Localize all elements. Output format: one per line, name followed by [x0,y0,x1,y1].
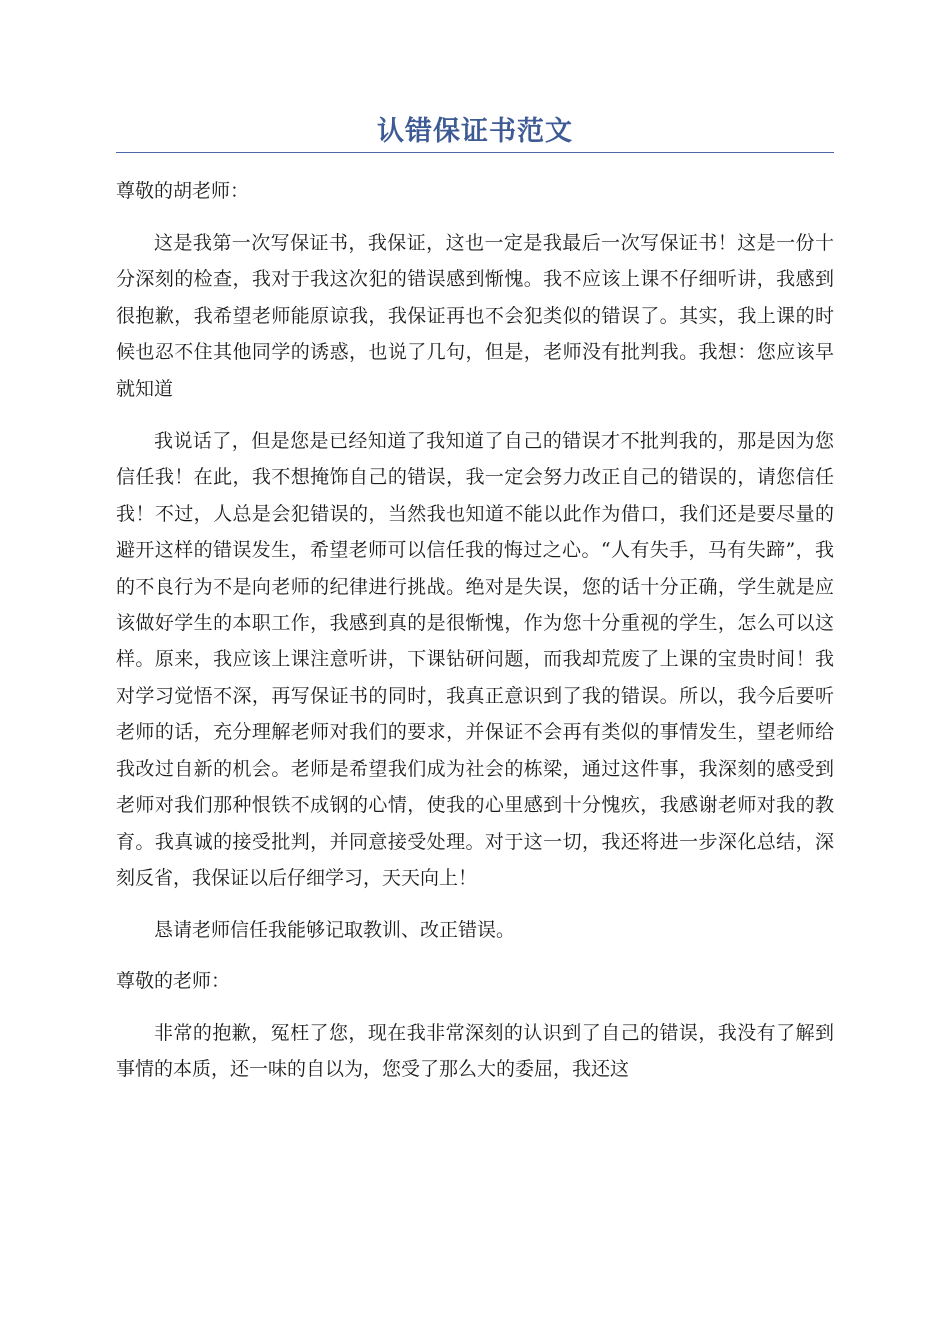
body-paragraph-2: 我说话了，但是您是已经知道了我知道了自己的错误才不批判我的，那是因为您信任我！在此，我不想掩饰自己的错误，我一定会努力改正自己的错误的，请您信任我！不过，人总是会犯错误的，当然我也知道不能以此作为借口，我们还是要尽量的避开这样的错误发生，希望老师可以信任我的悔过之心。“人有失手，马有失蹄”，我的不良行为不是向老师的纪律进行挑战。绝对是失误，您的话十分正确，学生就是应该做好学生的本职工作，我感到真的是很惭愧，作为您十分重视的学生，怎么可以这样。原来，我应该上课注意听讲，下课钻研问题，而我却荒废了上课的宝贵时间！我对学习觉悟不深，再写保证书的同时，我真正意识到了我的错误。所以，我今后要听老师的话，充分理解老师对我们的要求，并保证不会再有类似的事情发生，望老师给我改过自新的机会。老师是希望我们成为社会的栋梁，通过这件事，我深刻的感受到老师对我们那种恨铁不成钢的心情，使我的心里感到十分愧疚，我感谢老师对我的教育。我真诚的接受批判，并同意接受处理。对于这一切，我还将进一步深化总结，深刻反省，我保证以后仔细学习，天天向上！ [116,430,834,889]
document-page [116,112,834,1104]
title-underline [116,152,834,153]
body-paragraph-1: 这是我第一次写保证书，我保证，这也一定是我最后一次写保证书！这是一份十分深刻的检查，我对于我这次犯的错误感到惭愧。我不应该上课不仔细听讲，我感到很抱歉，我希望老师能原谅我，我保证再也不会犯类似的错误了。其实，我上课的时候也忍不住其他同学的诱惑，也说了几句，但是，老师没有批判我。我想：您应该早就知道 [116,232,834,400]
body-paragraph-3: 恳请老师信任我能够记取教训、改正错误。 [154,919,516,942]
salutation-first: 尊敬的胡老师： [116,180,250,202]
salutation-second: 尊敬的老师： [116,969,231,992]
body-paragraph-4: 非常的抱歉，冤枉了您，现在我非常深刻的认识到了自己的错误，我没有了解到事情的本质，还一味的自以为，您受了那么大的委屈，我还这 [116,1021,834,1081]
document-title: 认错保证书范文 [377,116,573,147]
